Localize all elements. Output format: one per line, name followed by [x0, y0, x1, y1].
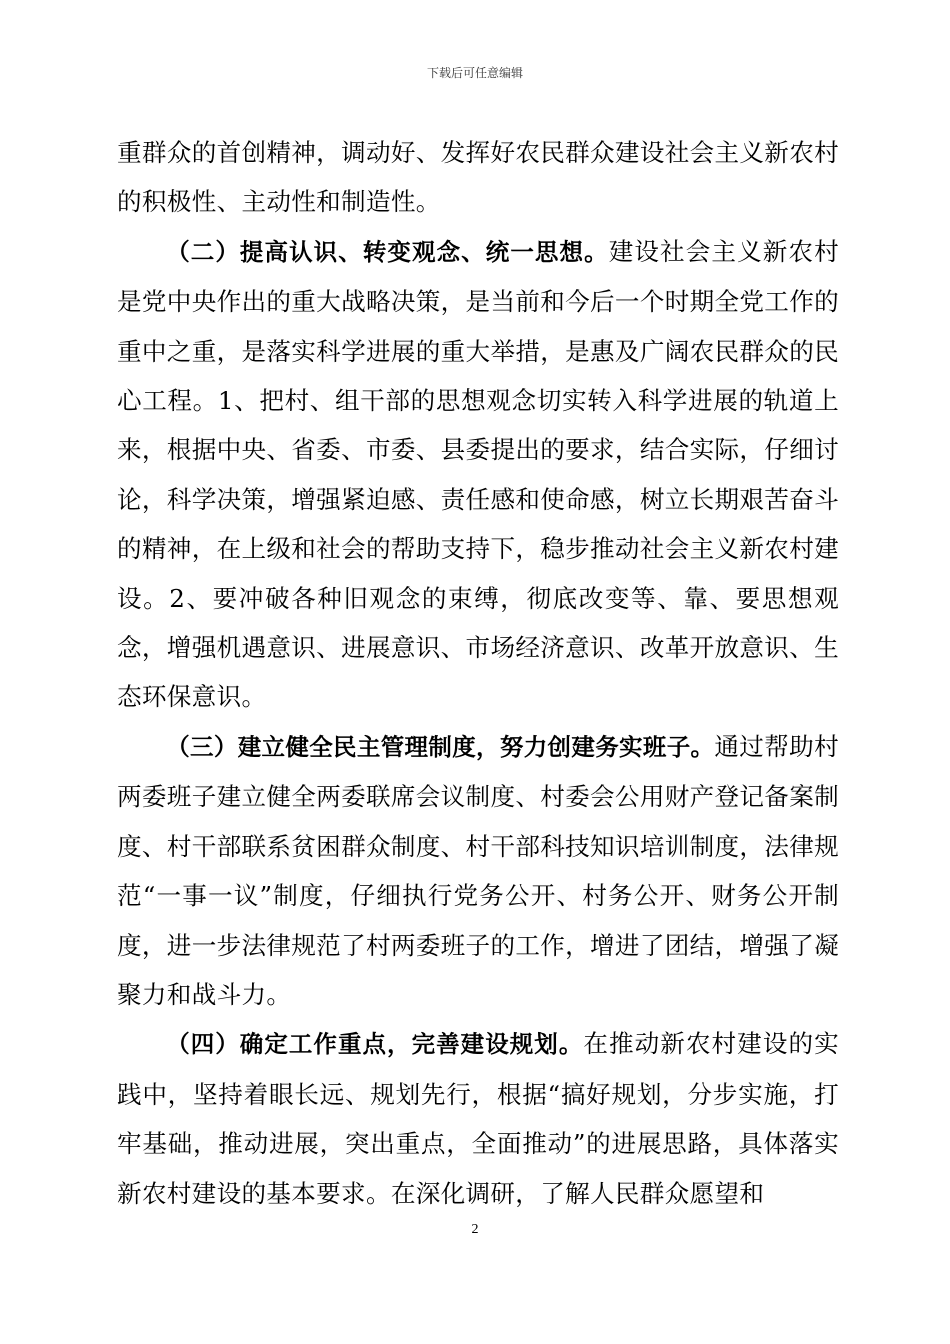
paragraph-section-4 — [117, 1019, 839, 1218]
page-header: 下载后可任意编辑 — [426, 66, 523, 80]
page-number: 2 — [471, 1222, 479, 1237]
paragraph-text: 重群众的首创精神，调动好、发挥好农民群众建设社会主义新农村的积极性、主动性和制造性。 — [117, 138, 839, 217]
paragraph-section-3 — [117, 722, 839, 1019]
paragraph-text: 在推动新农村建设的实践中，坚持着眼长远、规划先行，根据“搞好规划，分步实施，打牢基础，推动进展，突出重点，全面推动”的进展思路，具体落实新农村建设的基本要求。在深化调研，了解人民群众愿望和 — [117, 1029, 839, 1208]
section-heading-3: （三）建立健全民主管理制度，努力创建务实班子。 — [166, 732, 715, 761]
section-heading-2: （二）提高认识、转变观念、统一思想。 — [166, 237, 609, 266]
paragraph-text: 通过帮助村两委班子建立健全两委联席会议制度、村委会公用财产登记备案制度、村干部联系贫困群众制度、村干部科技知识培训制度，法律规范“一事一议”制度，仔细执行党务公开、村务公开、财务公开制度，进一步法律规范了村两委班子的工作，增进了团结，增强了凝聚力和战斗力。 — [117, 731, 839, 1009]
paragraph-continuation — [117, 128, 839, 227]
section-heading-4: （四）确定工作重点，完善建设规划。 — [166, 1030, 584, 1059]
paragraph-section-2 — [117, 227, 839, 722]
document-body — [117, 128, 839, 1218]
paragraph-text: 建设社会主义新农村是党中央作出的重大战略决策，是当前和今后一个时期全党工作的重中之重，是落实科学进展的重大举措，是惠及广阔农民群众的民心工程。1、把村、组干部的思想观念切实转入科学进展的轨道上来，根据中央、省委、市委、县委提出的要求，结合实际，仔细讨论，科学决策，增强紧迫感、责任感和使命感，树立长期艰苦奋斗的精神，在上级和社会的帮助支持下，稳步推动社会主义新农村建设。2、要冲破各种旧观念的束缚，彻底改变等、靠、要思想观念，增强机遇意识、进展意识、市场经济意识、改革开放意识、生态环保意识。 — [117, 236, 839, 712]
